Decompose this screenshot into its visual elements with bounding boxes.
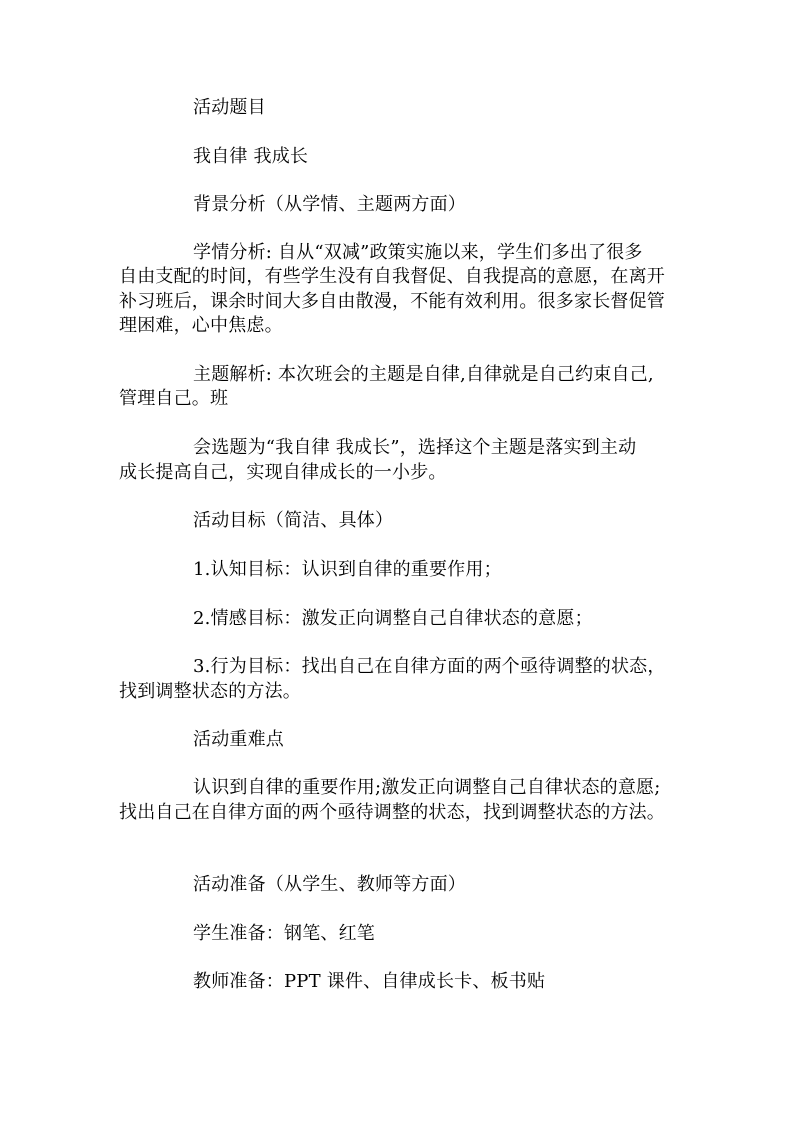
goal-cognitive: 1.认知目标：认识到自律的重要作用； xyxy=(193,559,502,580)
theme-analysis-line-1: 主题解析: 本次班会的主题是自律,自律就是自己约束自己, xyxy=(193,364,654,385)
student-analysis-line-1: 学情分析: 自从“双减”政策实施以来，学生们多出了很多 xyxy=(193,242,643,263)
key-points-line-2: 找出自己在自律方面的两个亟待调整的状态，找到调整状态的方法。 xyxy=(119,802,665,823)
student-prep: 学生准备：钢笔、红笔 xyxy=(193,923,375,944)
goals-heading: 活动目标（简洁、具体） xyxy=(193,510,394,531)
teacher-prep: 教师准备：PPT 课件、自律成长卡、板书贴 xyxy=(193,971,546,992)
theme-choice-line-1: 会选题为“我自律 我成长”，选择这个主题是落实到主动 xyxy=(193,437,637,458)
goal-emotional: 2.情感目标：激发正向调整自己自律状态的意愿； xyxy=(193,608,593,629)
student-analysis-line-2: 自由支配的时间，有些学生没有自我督促、自我提高的意愿，在离开 xyxy=(119,266,665,287)
student-analysis-line-4: 理困难，心中焦虑。 xyxy=(119,315,283,336)
key-points-heading: 活动重难点 xyxy=(193,729,284,750)
theme-analysis-line-2: 管理自己。班 xyxy=(119,388,229,409)
activity-title: 我自律 我成长 xyxy=(193,146,309,167)
preparation-heading: 活动准备（从学生、教师等方面） xyxy=(193,874,466,895)
theme-choice-line-2: 成长提高自己，实现自律成长的一小步。 xyxy=(119,462,447,483)
goal-behavior-line-2: 找到调整状态的方法。 xyxy=(119,681,301,702)
student-analysis-line-3: 补习班后，课余时间大多自由散漫，不能有效利用。很多家长督促管 xyxy=(119,291,665,312)
background-heading: 背景分析（从学情、主题两方面） xyxy=(193,194,466,215)
key-points-line-1: 认识到自律的重要作用;激发正向调整自己自律状态的意愿; xyxy=(193,777,661,798)
goal-behavior-line-1: 3.行为目标：找出自己在自律方面的两个亟待调整的状态， xyxy=(193,656,666,677)
activity-title-heading: 活动题目 xyxy=(193,97,266,118)
